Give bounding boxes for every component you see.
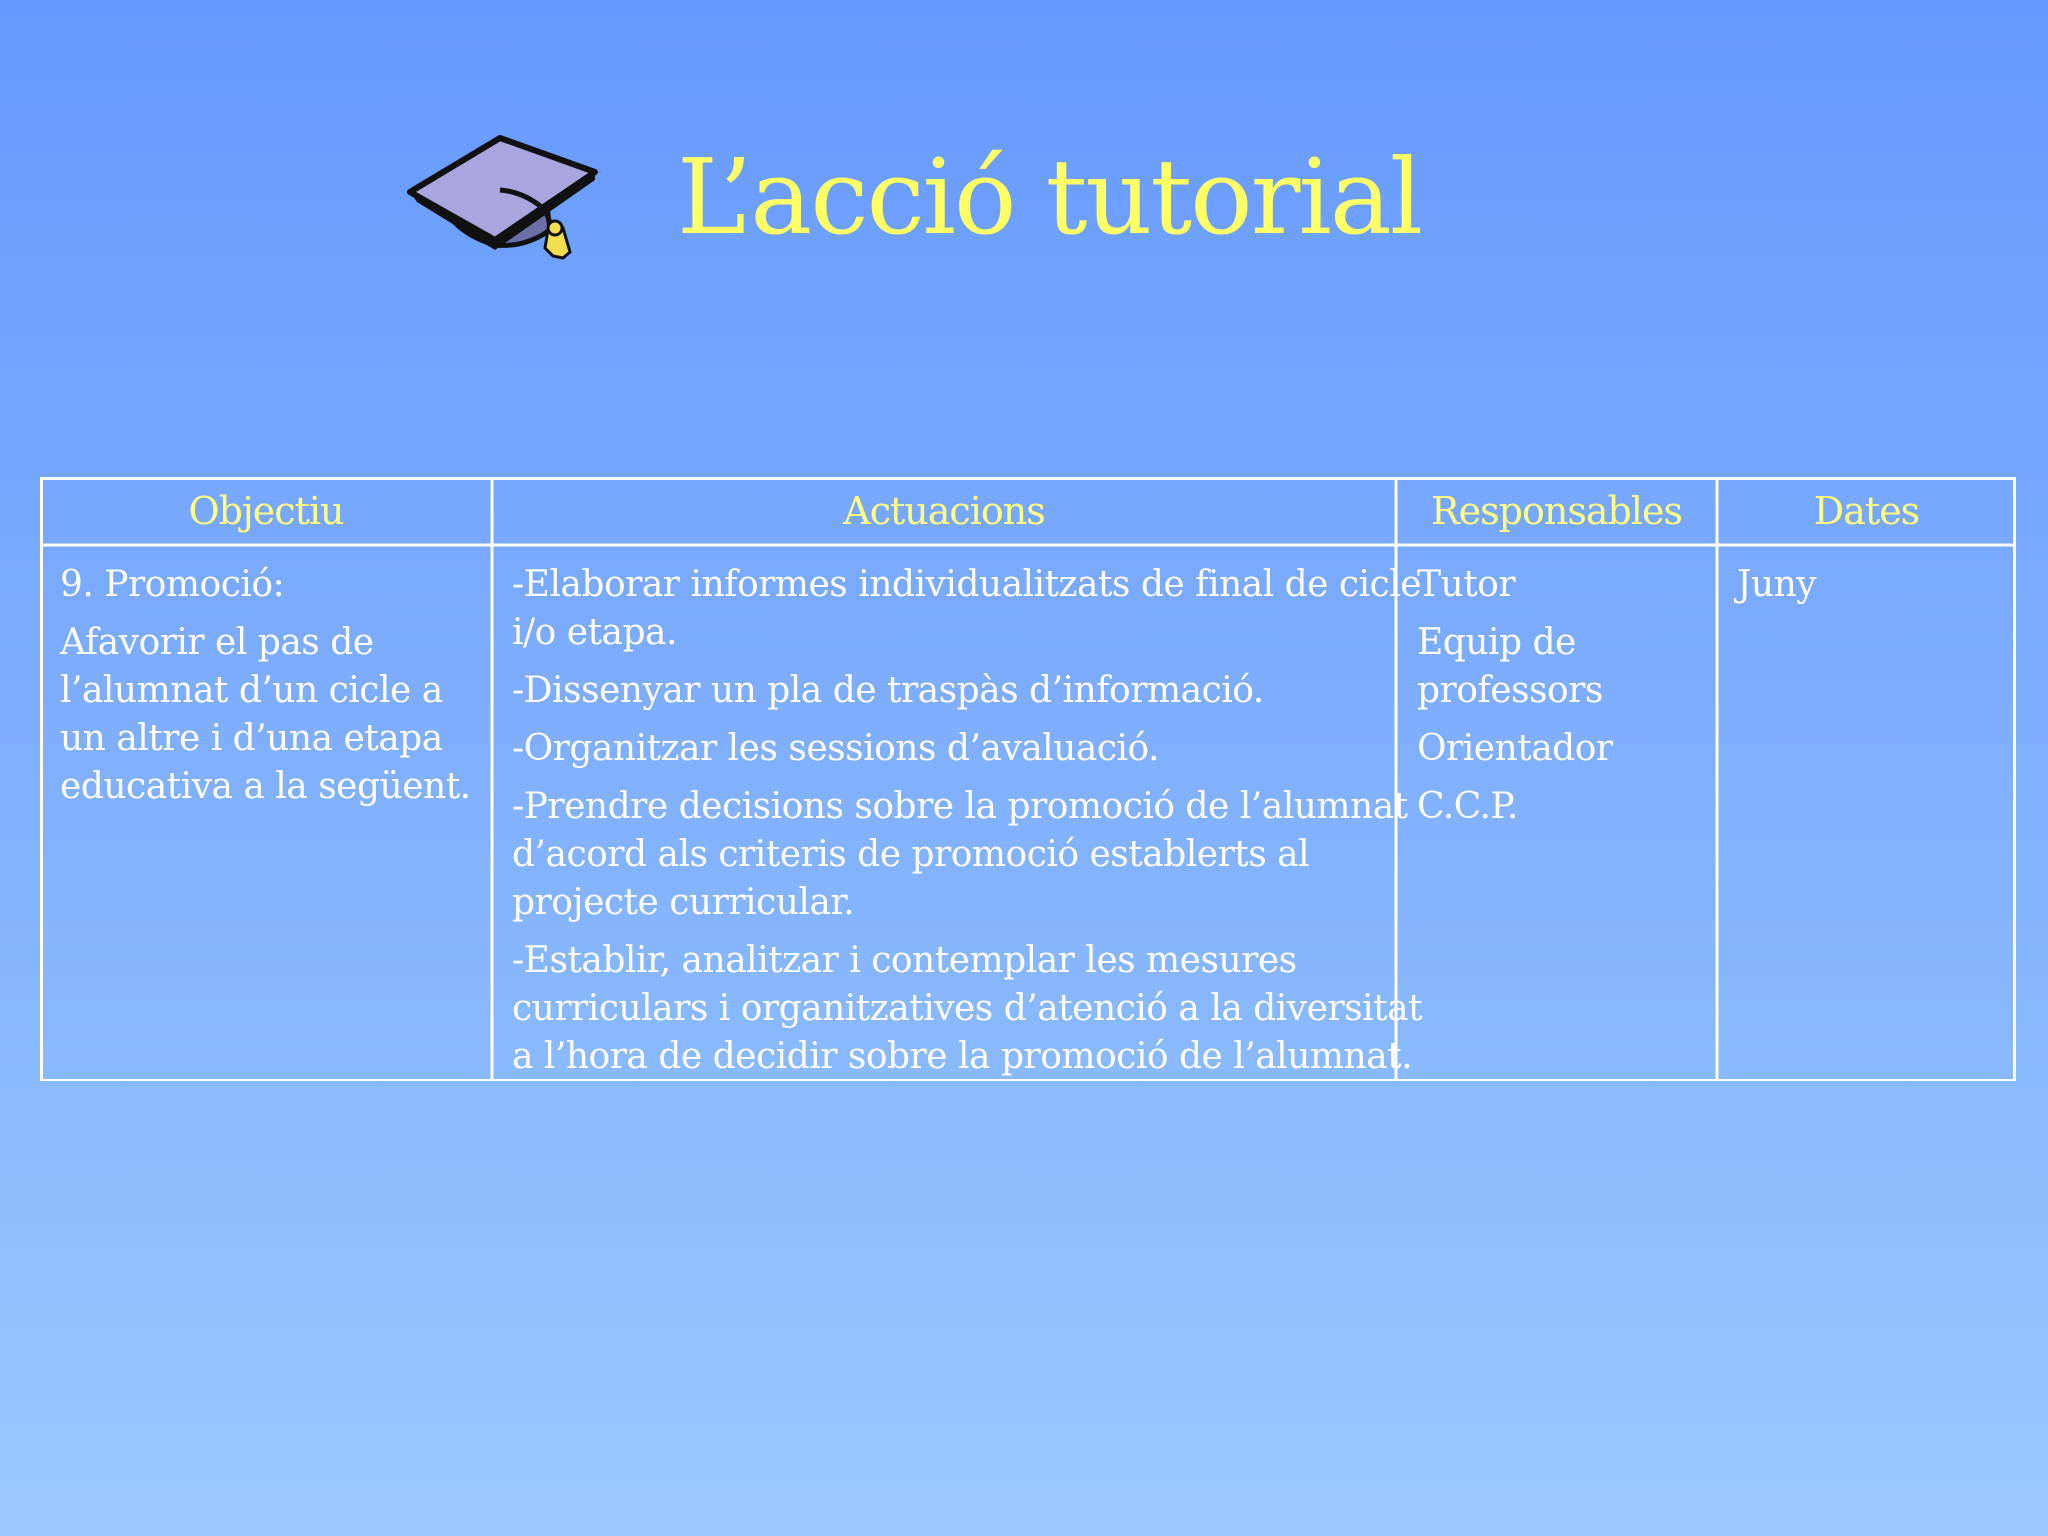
responsables-cell [1417, 561, 1717, 841]
date-item: Juny [1737, 564, 1817, 605]
responsable-item: C.C.P. [1417, 786, 1518, 827]
actuacio-item: -Dissenyar un pla de traspàs d’informació. [512, 670, 1264, 711]
objectiu-text: Afavorir el pas de l’alumnat d’un cicle a un altre i d’una etapa educativa a la següent. [60, 622, 471, 807]
objectiu-heading: 9. Promoció: [60, 564, 285, 605]
header-dates: Dates [1813, 489, 1920, 533]
responsable-item: Orientador [1417, 728, 1613, 769]
objectiu-cell [60, 561, 490, 821]
actuacio-item: -Establir, analitzar i contemplar les mesures curriculars i organitzatives d’atenció a la diversitat a l’hora de decidir sobre la promoció de l’alumnat. [512, 940, 1423, 1077]
actuacio-item: -Prendre decisions sobre la promoció de l’alumnat d’acord als criteris de promoció establerts al projecte curricular. [512, 786, 1408, 923]
header-actuacions: Actuacions [843, 489, 1045, 533]
dates-cell [1737, 561, 1997, 619]
actuacio-item: -Elaborar informes individualitzats de final de cicle i/o etapa. [512, 564, 1422, 653]
title-row [405, 130, 1422, 280]
header-objectiu: Objectiu [188, 489, 344, 533]
actuacio-item: -Organitzar les sessions d’avaluació. [512, 728, 1159, 769]
graduation-cap-icon [405, 130, 600, 260]
slide-title: L’acció tutorial [677, 136, 1422, 258]
actuacions-cell [512, 561, 1432, 1091]
header-responsables: Responsables [1431, 489, 1682, 533]
responsable-item: Equip de professors [1417, 622, 1603, 711]
responsable-item: Tutor [1417, 564, 1516, 605]
tutorial-table [40, 477, 2016, 1081]
